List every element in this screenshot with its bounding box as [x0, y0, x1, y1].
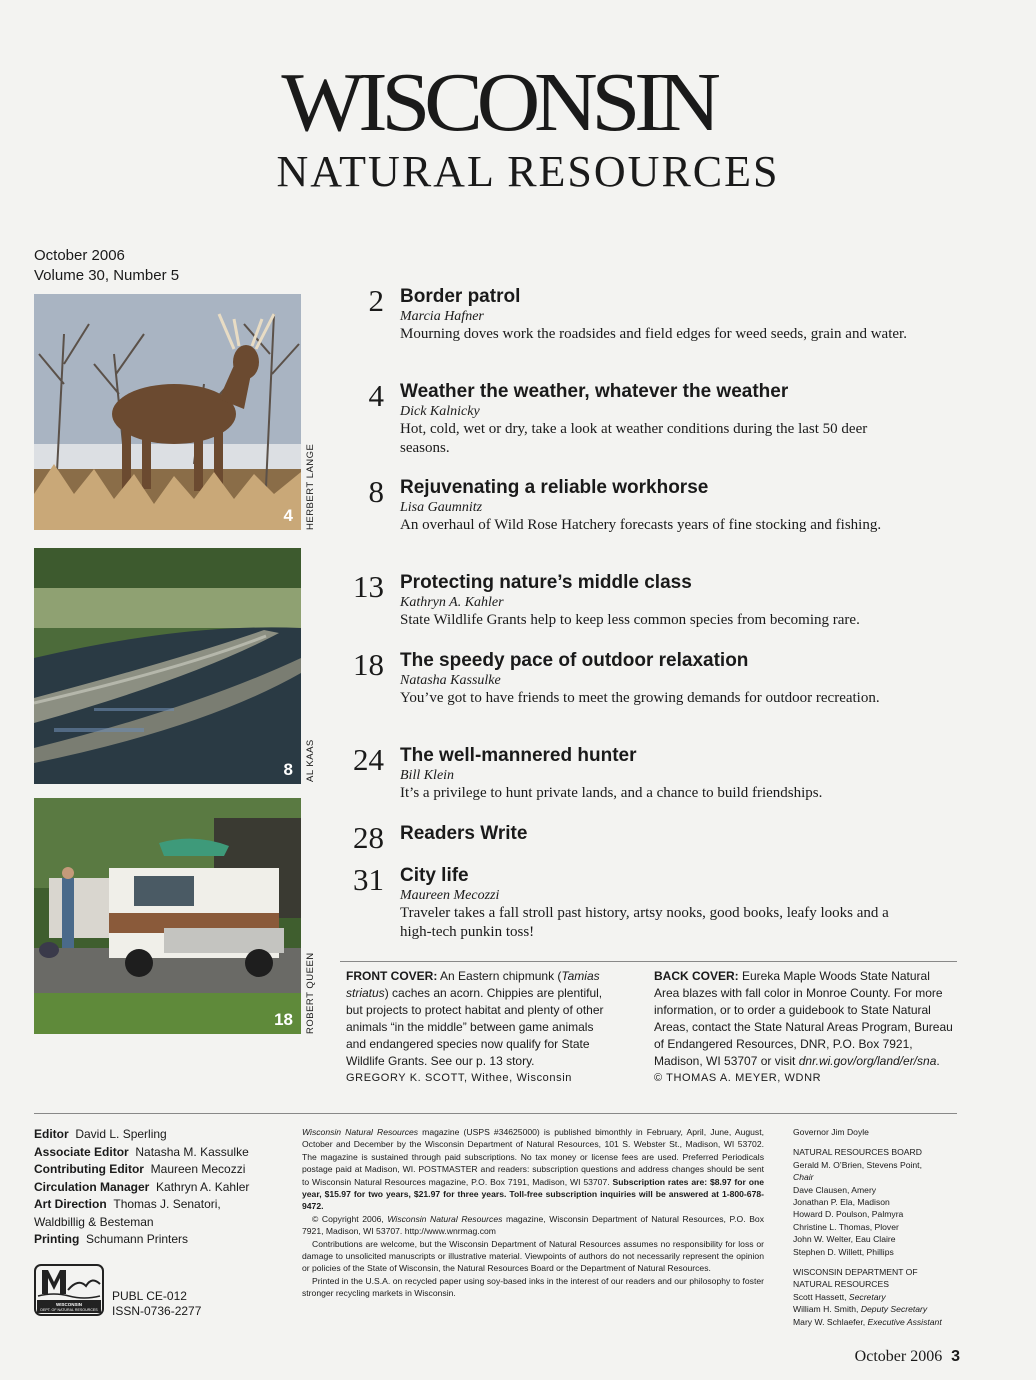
- governor: Governor Jim Doyle: [793, 1127, 869, 1137]
- toc-title: Rejuvenating a reliable workhorse: [400, 477, 709, 498]
- hatchery-photo: [34, 548, 301, 784]
- toc-author: Natasha Kassulke: [400, 673, 501, 688]
- toc-title: Readers Write: [400, 823, 528, 844]
- issue-info: [34, 246, 179, 286]
- toc-desc: It’s a privilege to hunt private lands, and a chance to build friendships.: [400, 785, 823, 801]
- photo-credit: HERBERT LANGE: [305, 443, 316, 530]
- legal-para-4: Printed in the U.S.A. on recycled paper using soy-based inks in the interest of our readers and our philosophy to foster stronger recycling markets in Wisconsin.: [302, 1275, 764, 1299]
- toc-author: Kathryn A. Kahler: [400, 595, 504, 610]
- toc-desc: State Wildlife Grants help to keep less common species from becoming rare.: [400, 612, 860, 628]
- board-member: Christine L. Thomas, Plover: [793, 1221, 899, 1232]
- toc-author: Marcia Hafner: [400, 309, 484, 324]
- toc-author: Maureen Mecozzi: [400, 888, 500, 903]
- staff-name: Natasha M. Kassulke: [135, 1144, 249, 1159]
- toc-author: Bill Klein: [400, 768, 455, 783]
- board-member: Dave Clausen, Amery: [793, 1184, 877, 1195]
- publication-codes: [112, 1289, 201, 1319]
- back-cover-credit: © THOMAS A. MEYER, WDNR: [654, 1072, 822, 1084]
- toc-desc: Mourning doves work the roadsides and field edges for weed seeds, grain and water.: [400, 326, 907, 342]
- staff-role: Printing: [34, 1232, 80, 1246]
- toc-title: City life: [400, 865, 469, 886]
- dept-title: WISCONSIN DEPARTMENT OF: [793, 1267, 918, 1278]
- hatchery-image: [34, 548, 301, 784]
- page-footer: [780, 1348, 960, 1366]
- staff-role: Editor: [34, 1127, 69, 1141]
- toc-title: Border patrol: [400, 286, 521, 307]
- back-cover-url[interactable]: dnr.wi.gov/org/land/er/sna: [798, 1054, 937, 1068]
- front-cover-text-a: An Eastern chipmunk (: [437, 969, 562, 983]
- staff-row: [34, 1161, 264, 1179]
- front-cover-label: FRONT COVER:: [346, 969, 438, 983]
- masthead: [0, 58, 1036, 194]
- issn: ISSN-0736-2277: [112, 1304, 202, 1318]
- board-member: Jonathan P. Ela, Madison: [793, 1197, 890, 1208]
- publ-code: PUBL CE-012: [112, 1289, 187, 1303]
- toc-page: 8: [368, 474, 384, 509]
- toc-page: 18: [353, 647, 384, 682]
- staff-row: [34, 1144, 264, 1162]
- legal-para-2: © Copyright 2006, Wisconsin Natural Resources magazine, Wisconsin Department of Natural Resources, P.O. Box 7921, Madison, WI 53707. http://www.wnrmag.com: [302, 1213, 764, 1237]
- staff-name: Kathryn A. Kahler: [156, 1179, 250, 1194]
- toc-title: The well-mannered hunter: [400, 745, 637, 766]
- back-cover-end: .: [936, 1054, 940, 1068]
- staff-role: Art Direction: [34, 1197, 107, 1211]
- divider: [340, 961, 957, 962]
- board-member: Stephen D. Willett, Phillips: [793, 1246, 894, 1257]
- front-cover-credit: GREGORY K. SCOTT, Withee, Wisconsin: [346, 1072, 572, 1084]
- dept-officer: Scott Hassett, Secretary: [793, 1291, 886, 1302]
- dnr-logo-line2: DEPT. OF NATURAL RESOURCES: [40, 1308, 98, 1312]
- staff-list: [34, 1126, 264, 1249]
- board-chair-label: Chair: [793, 1172, 814, 1183]
- deer-image: [34, 294, 301, 530]
- divider: [34, 1113, 957, 1114]
- staff-name: Schumann Printers: [86, 1232, 189, 1246]
- toc-title: Weather the weather, whatever the weather: [400, 381, 789, 402]
- dnr-logo-icon: [34, 1264, 104, 1316]
- legal-para-1: Wisconsin Natural Resources magazine (USPS #34625000) is published bimonthly in February, April, June, August, October and December by the Wisconsin Department of Natural Resources, 101 S. Webster St., Madison, WI 53702. The magazine is sustained through paid subscriptions. No tax money or license fees are used. Preferred Periodicals postage paid at Madison, WI. POSTMASTER and readers: subscription questions and address changes should be sent to Wisconsin Natural Resources magazine, P.O. Box 7191, Madison, WI 53707. Subscription rates are: $8.97 for one year, $15.97 for two years, $21.97 for three years. Toll-free subscription inquiries will be answered at 1-800-678-9472.: [302, 1127, 764, 1212]
- dept-officer: William H. Smith, Deputy Secretary: [793, 1304, 928, 1315]
- staff-name: David L. Sperling: [75, 1127, 167, 1141]
- photo-page-number: 8: [283, 760, 293, 779]
- toc-page: 2: [368, 283, 384, 318]
- dnr-logo-line1: WISCONSIN: [55, 1302, 83, 1307]
- photo-credit: ROBERT QUEEN: [305, 952, 316, 1034]
- staff-row: [34, 1231, 264, 1249]
- issue-volume: Volume 30, Number 5: [34, 267, 180, 284]
- legal-para-3: Contributions are welcome, but the Wisconsin Department of Natural Resources assumes no responsibility for loss or damage to unsolicited manuscripts or illustrative material. Viewpoints of authors do not necessarily represent the opinion or policies of the State of Wisconsin, the Natural Resources Board or the Department of Natural Resources.: [302, 1238, 764, 1274]
- camping-photo: [34, 798, 301, 1034]
- toc-desc: You’ve got to have friends to meet the growing demands for outdoor recreation.: [400, 690, 880, 706]
- board-list: [793, 1126, 968, 1328]
- board-chair: Gerald M. O’Brien, Stevens Point,: [793, 1159, 922, 1170]
- photo-credit: AL KAAS: [305, 739, 316, 782]
- toc-page: 24: [353, 742, 384, 777]
- staff-row: [34, 1196, 264, 1231]
- dnr-logo: [34, 1264, 104, 1316]
- back-cover-text: Eureka Maple Woods State Natural Area blazes with fall color in Monroe County. For more information, or to order a guidebook to State Natural Areas, contact the State Natural Areas Program, Bureau of Endangered Resources, DNR, P.O. Box 7921, Madison, WI 53707 or visit: [654, 969, 953, 1068]
- legal-notice: [302, 1126, 764, 1300]
- issue-date: October 2006: [34, 247, 125, 264]
- front-cover-species: Tamias striatus: [346, 969, 600, 1000]
- masthead-subtitle: NATURAL RESOURCES: [276, 147, 780, 196]
- toc-author: Lisa Gaumnitz: [400, 500, 483, 515]
- toc-author: Dick Kalnicky: [400, 404, 480, 419]
- toc-page: 4: [368, 378, 384, 413]
- toc-page: 28: [353, 820, 384, 855]
- board-member: Howard D. Poulson, Palmyra: [793, 1209, 904, 1220]
- staff-row: [34, 1126, 264, 1144]
- toc-page: 31: [353, 862, 384, 897]
- toc-title: Protecting nature’s middle class: [400, 572, 692, 593]
- deer-photo: [34, 294, 301, 530]
- photo-page-number: 18: [274, 1010, 293, 1029]
- board-title: NATURAL RESOURCES BOARD: [793, 1147, 922, 1158]
- toc-desc: An overhaul of Wild Rose Hatchery forecasts years of fine stocking and fishing.: [400, 517, 882, 533]
- front-cover-caption: [346, 968, 604, 1087]
- front-cover-text-b: ) caches an acorn. Chippies are plentiful, but projects to protect habitat and plenty of other animals “in the middle” between game animals and endangered species now qualify for State Wildlife Grants. See our p. 13 story.: [346, 986, 604, 1068]
- toc-page: 13: [353, 569, 384, 604]
- dept-title: NATURAL RESOURCES: [793, 1279, 889, 1290]
- footer-date: October 2006: [854, 1348, 943, 1365]
- back-cover-label: BACK COVER:: [654, 969, 739, 983]
- photo-page-number: 4: [283, 506, 293, 525]
- staff-role: Associate Editor: [34, 1144, 129, 1159]
- staff-name: Thomas J. Senatori, Waldbillig & Besteman: [34, 1197, 221, 1229]
- staff-role: Circulation Manager: [34, 1179, 150, 1194]
- masthead-title: WISCONSIN: [281, 56, 715, 149]
- staff-role: Contributing Editor: [34, 1162, 144, 1176]
- camping-image: [34, 798, 301, 1034]
- staff-row: [34, 1179, 264, 1197]
- dept-officer: Mary W. Schlaefer, Executive Assistant: [793, 1316, 942, 1327]
- staff-name: Maureen Mecozzi: [150, 1162, 246, 1176]
- back-cover-caption: [654, 968, 954, 1087]
- toc-title: The speedy pace of outdoor relaxation: [400, 650, 749, 671]
- footer-page-number: 3: [951, 1348, 960, 1365]
- toc-desc: Hot, cold, wet or dry, take a look at weather conditions during the last 50 deer seasons.: [400, 421, 868, 456]
- toc-desc: Traveler takes a fall stroll past history, artsy nooks, good books, leafy looks and a high-tech punkin toss!: [400, 905, 889, 940]
- board-member: John W. Welter, Eau Claire: [793, 1234, 896, 1245]
